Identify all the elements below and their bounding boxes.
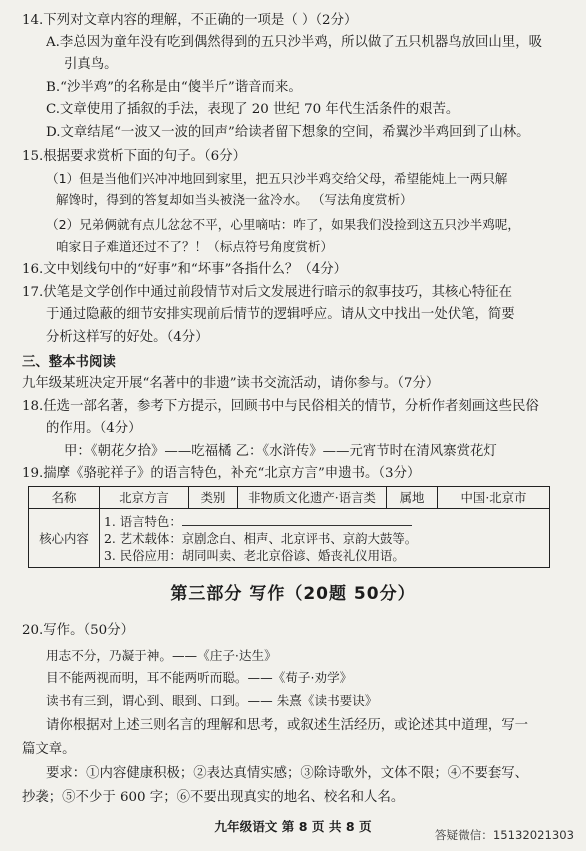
q15-sentence2: （2）兄弟俩就有点儿忿忿不平，心里嘀咕：咋了，如果我们没捡到这五只沙半鸡呢， [46, 217, 520, 232]
q14-option-c: C.文章使用了插叙的手法，表现了 20 世纪 70 年代生活条件的艰苦。 [46, 102, 460, 117]
table-row [29, 509, 550, 568]
cell-core-content [100, 509, 550, 568]
q15-sentence2-cont: 咱家日子难道还过不了？！（标点符号角度赏析） [56, 239, 334, 254]
q20-requirements-cont: 抄袭；⑤不少于 600 字；⑥不要出现真实的地名、校名和人名。 [22, 790, 405, 805]
q20-prompt: 请你根据对上述三则名言的理解和思考，或叙述生活经历，或论述其中道理，写一 [46, 718, 529, 733]
core-item-2: 2. 艺术载体：京剧念白、相声、北京评书、京韵大鼓等。 [104, 530, 418, 546]
cell-category-header: 类别 [189, 487, 238, 509]
answer-blank[interactable] [182, 513, 412, 526]
cell-core-header: 核心内容 [29, 509, 100, 568]
cell-name-header: 名称 [29, 487, 100, 509]
section3-title: 三、整本书阅读 [22, 354, 116, 370]
q18-hint: 甲：《朝花夕拾》——吃福橘 乙：《水浒传》——元宵节时在清风寨赏花灯 [64, 444, 497, 459]
q14-stem: 14.下列对文章内容的理解，不正确的一项是（ ）（2分） [22, 13, 358, 28]
core-item-1: 1. 语言特色： [104, 513, 545, 530]
table-row [29, 487, 550, 509]
dialect-application-table [28, 486, 550, 568]
q14-option-b: B.“沙半鸡”的名称是由“傻半斤”谐音而来。 [46, 80, 302, 95]
q19-stem: 19.揣摩《骆驼祥子》的语言特色，补充“北京方言”申遗书。（3分） [22, 466, 421, 481]
q20-quote3: 读书有三到，谓心到、眼到、口到。—— 朱熹《读书要诀》 [46, 693, 378, 708]
page-footer: 九年级语文 第 8 页 共 8 页 [214, 819, 372, 834]
q17-line2: 于通过隐蔽的细节安排实现前后情节的逻辑呼应。请从文中找出一处伏笔，简要 [46, 307, 515, 322]
q20-stem: 20.写作。（50分） [22, 623, 134, 638]
q17-line1: 17.伏笔是文学创作中通过前段情节对后文发展进行暗示的叙事技巧，其核心特征在 [22, 285, 512, 300]
q15-sentence1: （1）但是当他们兴冲冲地回到家里，把五只沙半鸡交给父母，希望能炖上一两只解 [46, 171, 508, 186]
q14-option-a: A.李总因为童年没有吃到偶然得到的五只沙半鸡，所以做了五只机器鸟放回山里，吸 [46, 35, 542, 50]
cell-name-value: 北京方言 [100, 487, 189, 509]
q20-quote2: 目不能两视而明，耳不能两听而聪。——《荀子·劝学》 [46, 670, 353, 685]
q14-option-a-cont: 引真鸟。 [64, 57, 118, 72]
q20-requirements: 要求：①内容健康积极；②表达真情实感；③除诗歌外，文体不限；④不要套写、 [46, 766, 529, 781]
cell-place-value: 中国·北京市 [438, 487, 550, 509]
q18-line2: 的作用。（4分） [46, 421, 142, 436]
q18-line1: 18.任选一部名著，参考下方提示，回顾书中与民俗相关的情节，分析作者刻画这些民俗 [22, 399, 539, 414]
cell-category-value: 非物质文化遗产·语言类 [238, 487, 387, 509]
q20-prompt-cont: 篇文章。 [22, 742, 76, 757]
section3-intro: 九年级某班决定开展“名著中的非遗”读书交流活动，请你参与。（7分） [22, 376, 440, 391]
cell-place-header: 属地 [387, 487, 438, 509]
core-item-3: 3. 民俗应用：胡同叫卖、老北京俗谚、婚丧礼仪用语。 [104, 547, 405, 563]
q17-line3: 分析这样写的好处。（4分） [46, 330, 209, 345]
q16-stem: 16.文中划线句中的“好事”和“坏事”各指什么？（4分） [22, 262, 348, 277]
q15-sentence1-cont: 解馋时，得到的答复却如当头被浇一盆冷水。 （写法角度赏析） [56, 192, 413, 207]
part3-title: 第三部分 写作（20题 50分） [170, 584, 416, 604]
q20-quote1: 用志不分，乃凝于神。——《庄子·达生》 [46, 648, 277, 663]
q15-stem: 15.根据要求赏析下面的句子。（6分） [22, 149, 246, 164]
qa-contact: 答疑微信：15132021303 [434, 828, 574, 842]
q14-option-d: D.文章结尾“一波又一波的回声”给读者留下想象的空间，希翼沙半鸡回到了山林。 [46, 125, 530, 140]
